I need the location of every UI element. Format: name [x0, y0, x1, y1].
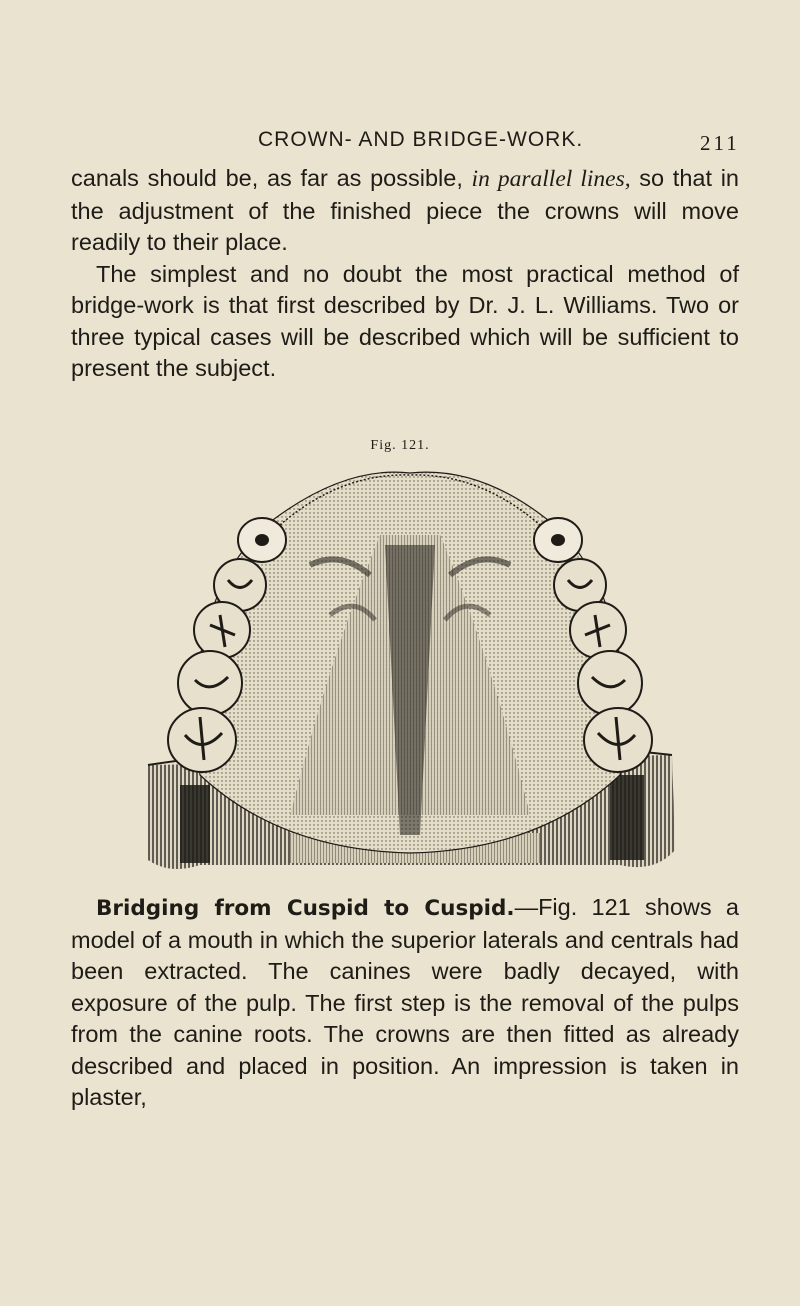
- running-head: [0, 128, 800, 160]
- italic-phrase: in parallel lines,: [471, 166, 631, 192]
- paragraph-bridging-cuspid: [71, 892, 739, 1114]
- text-run: —Fig. 121 shows a model of a mouth in which the superior laterals and centrals had been extracted. The canines were badly decayed, with exposure of the pulp. The first step is the removal of the pulps from the canine roots. The crowns are then fitted as already described and placed in position. An impression is taken in plaster,: [71, 894, 739, 1110]
- paragraph-bridge-work-method: The simplest and no doubt the most practical method of bridge-work is that first described by Dr. J. L. Williams. Two or three typical cases will be described which will be sufficient to present the subject.: [71, 260, 739, 381]
- paragraph-text: [71, 163, 739, 259]
- text-run: so that in the adjustment of the finished piece the crowns will move readily to their place.: [71, 165, 739, 255]
- dental-model-illustration: [140, 455, 680, 885]
- paragraph-text: [71, 892, 739, 1114]
- text-run: canals should be, as far as possible,: [71, 165, 472, 191]
- page-number: 211: [700, 131, 740, 155]
- paragraph-parallel-lines: [71, 163, 739, 385]
- figure-caption: Fig. 121.: [370, 438, 430, 453]
- running-title: CROWN- AND BRIDGE-WORK.: [258, 128, 584, 151]
- section-lead: Bridging from Cuspid to Cuspid.: [96, 896, 515, 921]
